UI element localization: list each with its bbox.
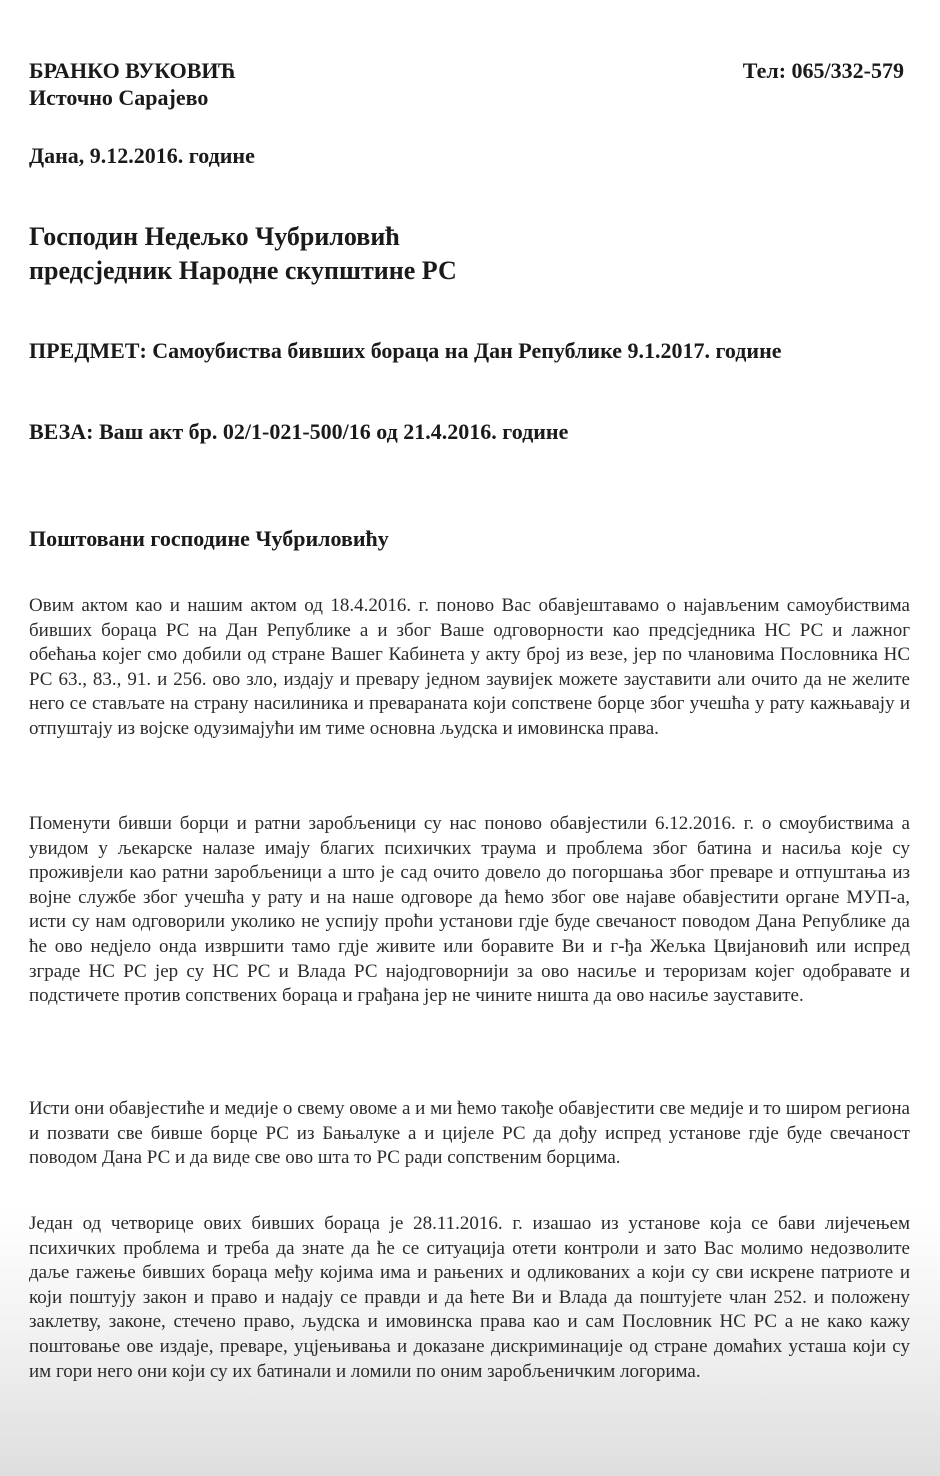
- recipient-title: предсједник Народне скупштине РС: [29, 256, 457, 285]
- body-paragraph-3: Исти они обавјестиће и медије о свему овоме а и ми ћемо такође обавјестити све медије и то широм региона и позвати све бивше борце РС из Бањалуке а и цијеле РС да дођу испред установе гдје буде свечаност поводом Дана РС и да виде све ово шта то РС ради сопственим борцима.: [29, 1098, 910, 1169]
- body-paragraph-2: Поменути бивши борци и ратни заробљеници су нас поново обавјестили 6.12.2016. г. о смоубиствима а увидом у љекарске налазе имају благих психичких траума и проблема због батина и насиља које су проживјели као ратни заробљеници а што је сад очито довело до погоршања због преваре и отпуштања из војне службе због учешћа у рату и на наше одговоре да ћемо због ове најаве обавјестити органе МУП-а, исти су нам одговорили уколико не успију проћи установи гдје буде свечаност поводом Дана Републике да ће ово недјело онда извршити тамо гдје живите или боравите Ви и г-ђа Жељка Цвијановић или испред зграде НС РС јер су НС РС и Влада РС најодговорнији за ово насиље и тероризам којег одобравате и подстичете против сопствених бораца и грађана јер не чините ништа да ово насиље зауставите.: [29, 813, 910, 1007]
- recipient-name: Господин Недељко Чубриловић: [29, 222, 400, 251]
- sender-phone: Тел: 065/332-579: [742, 58, 904, 83]
- sender-name: БРАНКО ВУКОВИЋ: [29, 58, 237, 83]
- body-paragraph-1: Овим актом као и нашим актом од 18.4.2016. г. поново Вас обавјештавамо о најављеним самоубиствима бивших бораца РС на Дан Републике а и због Ваше одговорности као предсједника НС РС и лажног обећања којег смо добили од стране Вашег Кабинета у акту број из везе, јер по члановима Пословника НС РС 63., 83., 91. и 256. ово зло, издају и превару једном заувијек можете зауставити али очито да не желите него се стављате на страну насилиника и преваранaта који сопствене борце због учешћа у рату кажњавају и отпуштају из војске одузимајући им тиме основна људска и имовинска права.: [29, 595, 910, 739]
- body-paragraph-4: Један од четворице ових бивших бораца је 28.11.2016. г. изашао из установе која се бави лијечењем психичких проблема и треба да знате да ће се ситуација отети контроли и зато Вас молимо недозволите даље гажење бивших бораца међу којима има и рањених и одликованих а који су сви искрене патриоте и који поштују закон и право и надају се правди и да ћете Ви и Влада да поштујете члан 252. и положену заклетву, законе, стечено право, људска и имовинска права као и сам Пословник НС РС а не како кажу поштовање ове издаје, преваре, уцјењивања и доказане дискриминације од стране домаћих усташа који су им гори него они који су их батинали и ломили по оним заробљеничким логорима.: [29, 1213, 910, 1382]
- sender-city: Источно Сарајево: [29, 85, 209, 110]
- letter-reference: ВЕЗА: Ваш акт бр. 02/1-021-500/16 од 21.4.2016. године: [29, 419, 569, 444]
- letter-subject: ПРЕДМЕТ: Самоубиства бивших бораца на Дан Републике 9.1.2017. године: [29, 338, 782, 363]
- salutation: Поштовани господине Чубриловићу: [29, 526, 389, 551]
- letter-date: Дана, 9.12.2016. године: [29, 143, 255, 168]
